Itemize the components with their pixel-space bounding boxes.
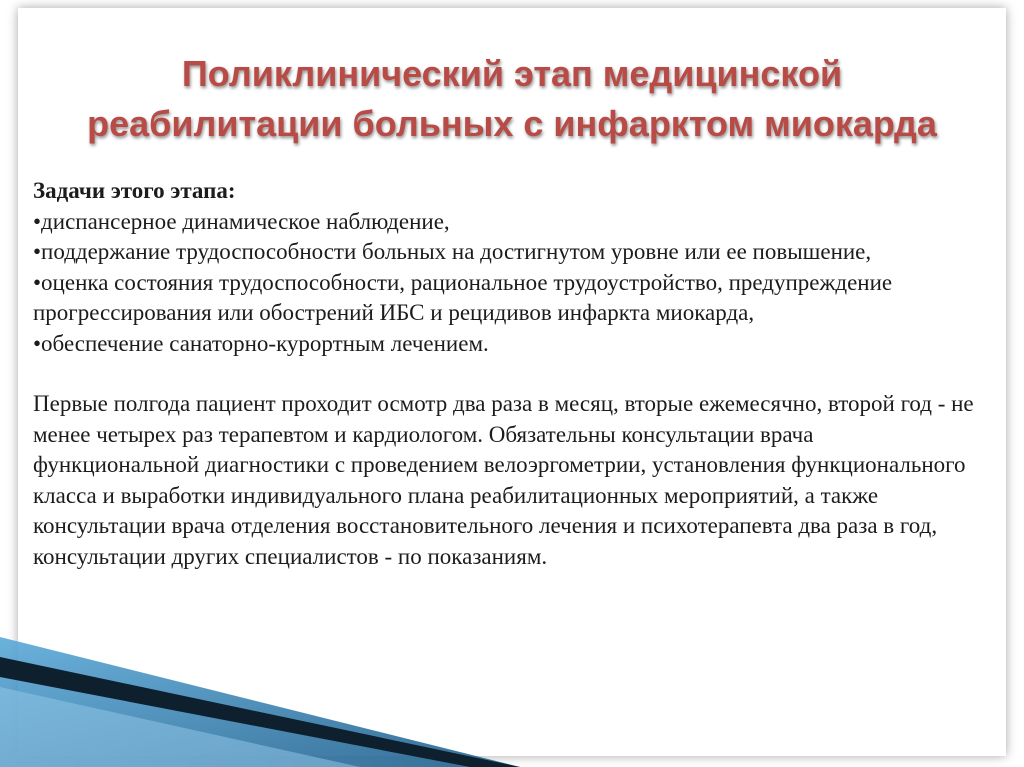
slide-body [33,176,983,572]
bullet-item: •обеспечение санаторно-курортным лечением. [33,330,489,356]
bullet-item: •оценка состояния трудоспособности, рациональное трудоустройство, предупреждение прогрессирования или обострений ИБС и рецидивов инфаркта миокарда, [33,269,893,325]
slide-title-line-2: реабилитации больных с инфарктом миокарда [87,103,937,144]
slide-title-line-1: Поликлинический этап медицинской [181,53,843,94]
tasks-heading: Задачи этого этапа: [33,178,236,203]
schedule-paragraph: Первые полгода пациент проходит осмотр два раза в месяц, вторые ежемесячно, второй год - не менее четырех раз терапевтом и кардиологом. Обязательны консультации врача функциональной диагностики с проведением велоэргометрии, установления функционального класса и выработки индивидуального плана реабилитационных мероприятий, а также консультации врача отделения восстановительного лечения и психотерапевта два раза в год, консультации других специалистов - по показаниям. [33,391,974,569]
bullet-item: •диспансерное динамическое наблюдение, [33,208,450,234]
spacer [33,359,983,389]
bullet-item: •поддержание трудоспособности больных на достигнутом уровне или ее повышение, [33,239,872,264]
